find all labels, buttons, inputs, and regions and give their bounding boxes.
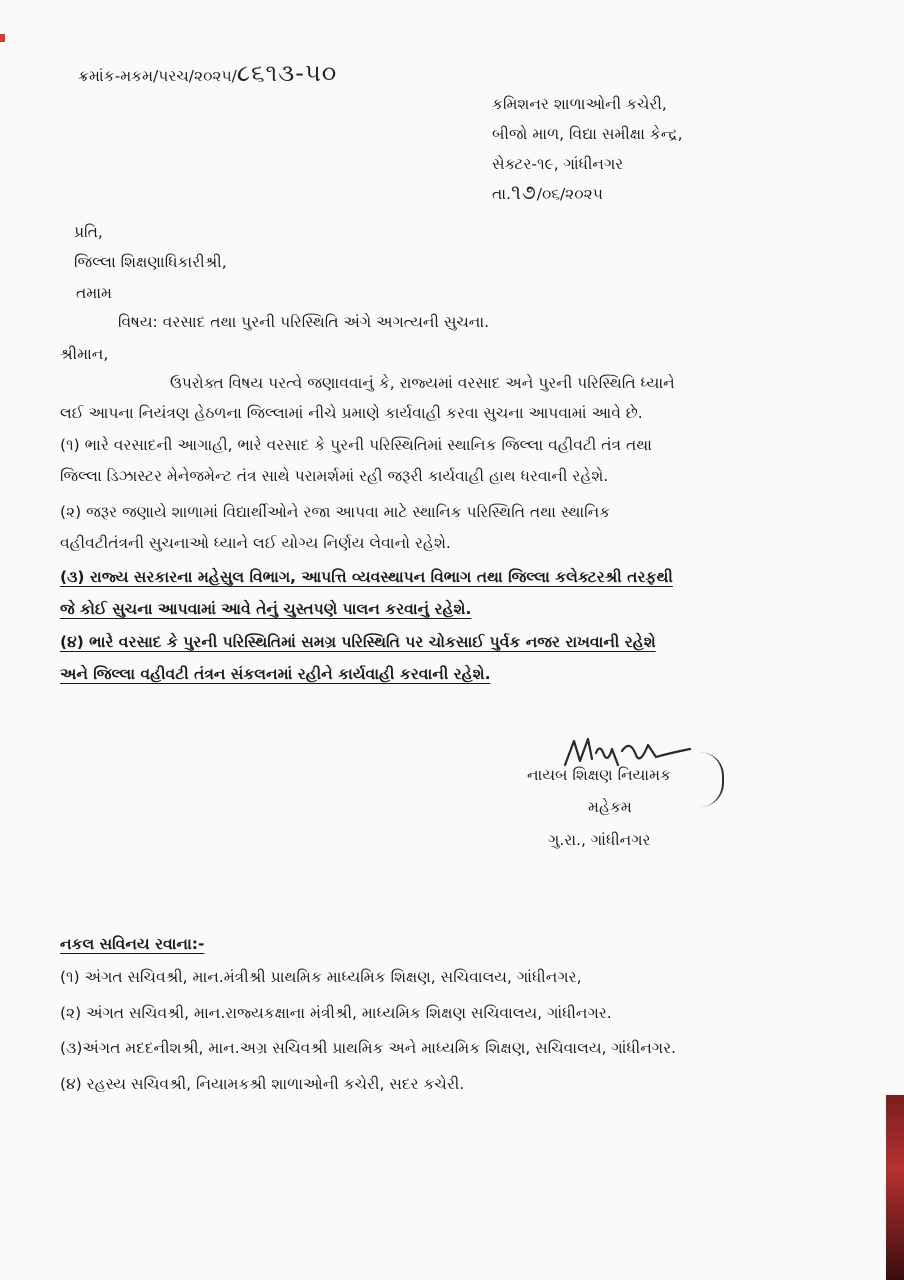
body-item1-line2: જિલ્લા ડિઝાસ્ટર મેનેજમેન્ટ તંત્ર સાથે પરામર્શમાં રહી જરૂરી કાર્યવાહી હાથ ધરવાની રહેશે.	[60, 467, 609, 485]
body-intro-line1: ઉપરોક્ત વિષય પરત્વે જણાવવાનું કે, રાજ્યમાં વરસાદ અને પુરની પરિસ્થિતિ ધ્યાને	[170, 374, 675, 392]
recipient-prati: પ્રતિ,	[74, 223, 103, 241]
date-prefix: તા.	[492, 185, 512, 203]
copy-item: (૩)અંગત મદદનીશશ્રી, માન.અગ્ર સચિવશ્રી પ્રાથમિક અને માધ્યમિક શિક્ષણ, સચિવાલય, ગાંધીનગર.	[60, 1039, 677, 1057]
body-item3-line2: જે કોઈ સુચના આપવામાં આવે તેનું ચુસ્તપણે પાલન કરવાનું રહેશે.	[60, 600, 472, 618]
office-address-line2: બીજો માળ, વિદ્યા સમીક્ષા કેન્દ્ર,	[492, 125, 683, 143]
signature-flourish	[700, 752, 724, 807]
recipient-line1: જિલ્લા શિક્ષણાધિકારીશ્રી,	[74, 253, 227, 271]
body-item4-line2: અને જિલ્લા વહીવટી તંત્રન સંકલનમાં રહીને કાર્યવાહી કરવાની રહેશે.	[60, 665, 491, 683]
page-edge-binding	[886, 1095, 904, 1280]
letter-date	[492, 182, 603, 204]
copy-item: (૨) અંગત સચિવશ્રી, માન.રાજ્યકક્ષાના મંત્રીશ્રી, માધ્યમિક શિક્ષણ સચિવાલય, ગાંધીનગર.	[60, 1004, 612, 1022]
body-item2-line1: (૨) જરૂર જણાયે શાળામાં વિદ્યાર્થીઓને રજા આપવા માટે સ્થાનિક પરિસ્થિતિ તથા સ્થાનિક	[60, 503, 611, 521]
office-address-line1: કમિશનર શાળાઓની કચેરી,	[492, 95, 667, 113]
signatory-place: ગુ.રા., ગાંધીનગર	[548, 831, 651, 849]
salutation: શ્રીમાન,	[60, 345, 109, 363]
signatory-designation: નાયબ શિક્ષણ નિયામક	[527, 766, 671, 784]
copy-item: (૧) અંગત સચિવશ્રી, માન.મંત્રીશ્રી પ્રાથમિક માધ્યમિક શિક્ષણ, સચિવાલય, ગાંધીનગર,	[60, 968, 582, 986]
signatory-department: મહેકમ	[588, 798, 632, 816]
body-item3-line1: (૩) રાજ્ય સરકારના મહેસુલ વિભાગ, આપત્તિ વ્યવસ્થાપન વિભાગ તથા જિલ્લા કલેક્ટરશ્રી તરફથી	[60, 568, 673, 586]
copy-heading: નકલ સવિનય રવાના:-	[60, 935, 205, 953]
page-edge-mark	[0, 34, 5, 42]
body-item1-line1: (૧) ભારે વરસાદની આગાહી, ભારે વરસાદ કે પુરની પરિસ્થિતિમાં સ્થાનિક જિલ્લા વહીવટી તંત્ર તથા	[60, 436, 652, 454]
reference-handwritten: ૮૬૧૩-૫૦	[236, 59, 338, 87]
reference-number	[78, 59, 338, 87]
office-address-line3: સેક્ટર-૧૯, ગાંધીનગર	[492, 155, 624, 173]
date-day-handwritten: ૧૭	[511, 180, 537, 204]
date-month-year: /૦૬/૨૦૨૫	[536, 185, 603, 203]
subject-line: વિષય: વરસાદ તથા પુરની પરિસ્થિતિ અંગે અગત્યની સુચના.	[118, 313, 490, 331]
recipient-line2: તમામ	[76, 284, 112, 302]
body-item2-line2: વહીવટીતંત્રની સુચનાઓ ધ્યાને લઈ યોગ્ય નિર્ણય લેવાનો રહેશે.	[60, 534, 451, 552]
body-intro-line2: લઈ આપના નિયંત્રણ હેઠળના જિલ્લામાં નીચે પ્રમાણે કાર્યવાહી કરવા સુચના આપવામાં આવે છે.	[60, 404, 643, 422]
copy-item: (૪) રહસ્ય સચિવશ્રી, નિયામકશ્રી શાળાઓની કચેરી, સદર કચેરી.	[60, 1075, 465, 1093]
body-item4-line1: (૪) ભારે વરસાદ કે પુરની પરિસ્થિતિમાં સમગ્ર પરિસ્થિતિ પર ચોકસાઈ પુર્વક નજર રાખવાની રહેશે	[60, 633, 656, 651]
reference-prefix: ક્રમાંક-મકમ/પરચ/૨૦૨૫/	[78, 67, 237, 85]
